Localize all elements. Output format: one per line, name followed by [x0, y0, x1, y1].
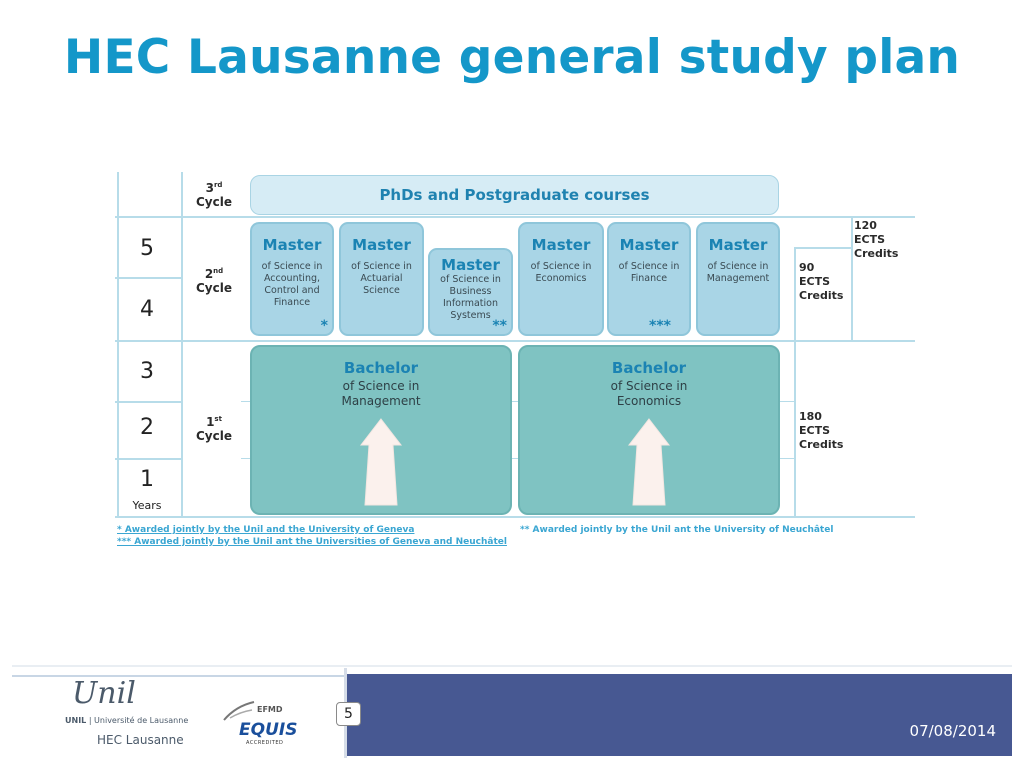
year-2: 2	[140, 415, 154, 440]
footer-divider	[12, 665, 1012, 667]
master-business-information-box	[428, 248, 513, 336]
master-subtitle: of Science in Actuarial Science	[351, 261, 412, 296]
footnote-3: *** Awarded jointly by the Unil ant the Universities of Geneva and Neuchâtel	[117, 537, 507, 547]
master-subtitle: of Science in Accounting, Control and Finance	[261, 261, 323, 308]
master-title: Master	[708, 236, 768, 254]
unil-logo-script: Unil	[72, 676, 136, 711]
footer-band	[347, 674, 1012, 756]
master-actuarial-box	[339, 222, 424, 336]
slide-title: HEC Lausanne general study plan	[63, 30, 961, 85]
master-subtitle: of Science in Business Information Systems	[440, 274, 501, 321]
year-1: 1	[140, 467, 154, 492]
efmd-label: EFMD	[257, 705, 283, 714]
grid-line	[115, 401, 183, 403]
master-economics-box	[518, 222, 604, 336]
footnotes	[117, 524, 917, 548]
slide-date: 07/08/2014	[909, 722, 996, 740]
ects-120-label: 120 ECTS Credits	[854, 219, 899, 260]
up-arrow-icon	[627, 417, 671, 507]
grid-line	[181, 172, 183, 518]
year-4: 4	[140, 297, 154, 322]
bachelor-subtitle: of Science in Management	[341, 379, 421, 408]
footnote-mark: ***	[649, 318, 671, 334]
master-title: Master	[531, 236, 591, 254]
bachelor-title: Bachelor	[343, 359, 419, 377]
footnote-mark: **	[492, 318, 507, 334]
master-finance-box	[607, 222, 691, 336]
master-accounting-box	[250, 222, 334, 336]
footnote-mark: *	[320, 318, 328, 334]
years-label: Years	[132, 499, 162, 512]
study-plan-diagram	[115, 172, 915, 522]
master-subtitle: of Science in Management	[706, 261, 770, 284]
master-management-box	[696, 222, 780, 336]
phd-postgraduate-box: PhDs and Postgraduate courses	[250, 175, 779, 215]
master-title: Master	[262, 236, 322, 254]
hec-lausanne-label: HEC Lausanne	[97, 733, 184, 747]
master-title: Master	[352, 236, 411, 254]
master-title: Master	[619, 236, 679, 254]
master-subtitle: of Science in Finance	[618, 261, 680, 284]
ects-90-label: 90 ECTS Credits	[799, 261, 844, 302]
year-5: 5	[140, 236, 154, 261]
cycle-2-label: 2nd Cycle	[196, 267, 232, 295]
efmd-swoosh-icon	[222, 700, 256, 722]
grid-line	[851, 216, 853, 340]
footnote-1: * Awarded jointly by the Unil and the University of Geneva	[117, 525, 415, 535]
master-title: Master	[441, 256, 500, 274]
bachelor-subtitle: of Science in Economics	[610, 379, 688, 408]
bachelor-title: Bachelor	[611, 359, 687, 377]
grid-line	[115, 277, 183, 279]
ects-180-label: 180 ECTS Credits	[799, 410, 844, 451]
unil-logo-line: UNIL | Université de Lausanne	[65, 716, 189, 725]
grid-line	[115, 216, 915, 218]
up-arrow-icon	[359, 417, 403, 507]
grid-line	[794, 247, 852, 249]
grid-line	[115, 458, 183, 460]
page-number: 5	[336, 702, 361, 726]
cycle-3-label: 3rd Cycle	[196, 181, 232, 209]
grid-line	[794, 247, 796, 518]
cycle-1-label: 1st Cycle	[196, 415, 232, 443]
accredited-label: ACCREDITED	[246, 740, 284, 746]
year-3: 3	[140, 359, 154, 384]
master-subtitle: of Science in Economics	[530, 261, 592, 284]
equis-logo: EQUIS	[239, 720, 298, 740]
footnote-2: ** Awarded jointly by the Unil ant the University of Neuchâtel	[520, 525, 834, 535]
